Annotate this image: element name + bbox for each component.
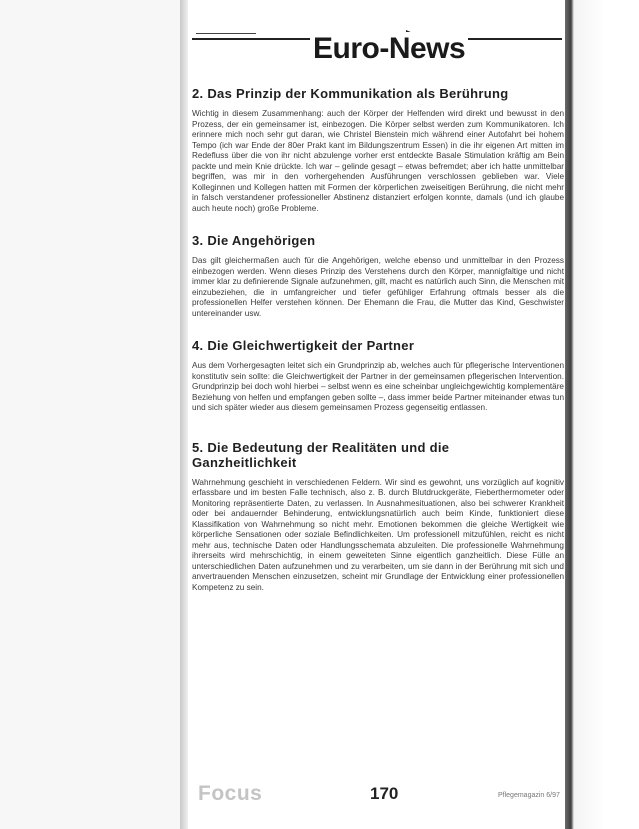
magazine-title: Euro-News	[310, 32, 468, 66]
next-page-edge	[565, 0, 639, 829]
article-section	[192, 233, 564, 319]
section-body: Das gilt gleichermaßen auch für die Angehörigen, welche ebenso und unmittelbar in den Prozess einbezogen werden. Wenn dieses Prinzip des Verstehens durch den Körper, mannigfaltige und nicht immer klar zu definierende Signale aufzunehmen, gilt, macht es natürlich auch Sinn, die Menschen mit einzubeziehen, die in umfangreicher und tiefer gefühliger Erfahrung oftmals besser als die professionellen Helfer verstehen können. Der Ehemann die Frau, die Mutter das Kind, Geschwister untereinander usw.	[192, 256, 564, 318]
section-heading: 2. Das Prinzip der Kommunikation als Berührung	[192, 86, 509, 101]
section-heading: 3. Die Angehörigen	[192, 233, 316, 248]
article-section	[192, 338, 564, 414]
article-section	[192, 86, 564, 214]
article-content	[192, 86, 564, 611]
footer-issue-label: Pflegemagazin 6/97	[498, 792, 560, 799]
header-short-rule	[196, 33, 256, 34]
article-section	[192, 440, 564, 594]
left-page-margin	[0, 0, 183, 829]
section-heading: 5. Die Bedeutung der Realitäten und die Ganzheitlichkeit	[192, 439, 450, 470]
section-body: Wahrnehmung geschieht in verschiedenen Feldern. Wir sind es gewohnt, uns vorzüglich auf kognitiv erfassbare und im besten Falle technisch, also z. B. durch Blutdruckgeräte, Fieberthermometer oder Monitoring repräsentierte Daten, zu verlassen. In Ausnahmesituationen, also bei schwerer Krankheit oder bei andauernder Behinderung, entwicklungsnatürlich auch beim Kinde, funktioniert diese Klassifikation von Wahrnehmung so nicht mehr. Emotionen bekommen die gleiche Wertigkeit wie körperliche Sensationen oder soziale Befindlichkeiten. Um professionell mitzufühlen, reicht es nicht mehr aus, technische Daten oder Handlungsschemata abzuleiten. Die professionelle Wahrnehmung ihrerseits wird mehrschichtig, in einem geweiteten Sinne eigentlich ganzheitlich. Diese Fülle an unterschiedlichen Daten aufzunehmen und zu verarbeiten, um sie dann in der Berührung mit sich und anvertrauenden Menschen einzusetzen, scheint mir Grundlage der Entwicklung einer professionellen Kompetenz zu sein.	[192, 477, 564, 592]
section-body: Aus dem Vorhergesagten leitet sich ein Grundprinzip ab, welches auch für pflegerische Interventionen konstitutiv sein sollte: die Gleichwertigkeit der Partner in der gemeinsamen pflegerischen Intervention. Grundprinzip bei doch wohl hierbei – selbst wenn es eine scheinbar ungleichgewichtig komplementäre Beziehung von helfen und empfangen geben sollte –, dass immer beide Partner miteinander etwas tun und sich später wieder aus diesem gemeinsamen Prozess gegenseitig entlassen.	[192, 361, 564, 412]
magazine-page	[192, 0, 568, 829]
footer-brand: Focus	[198, 782, 263, 805]
page-number: 170	[370, 784, 399, 803]
section-body: Wichtig in diesem Zusammenhang: auch der Körper der Helfenden wird direkt und bewusst in den Prozess, der ein gemeinsamer ist, einbezogen. Die Körper selbst werden zum Kommunikatoren. Ich erinnere mich noch sehr gut daran, wie Christel Bienstein mich während einer Autofahrt bei hohem Tempo (ich war Ende der 80er Prakt kant im Bildungszentrum Essen) in die ihr eigenen Art mitten im Redefluss über die von ihr nicht abzulenge vorher erst entdeckte Basale Stimulation kräftig am Bein packte und mein Knie drückte. Ich war – gelinde gesagt – etwas befremdet; aber ich hatte unmittelbar begriffen, was mir in den vorhergehenden Ausführungen verschlossen geblieben war. Viele Kolleginnen und Kollegen hatten mit Formen der körperlichen zweiseitigen Berührung, die nicht mehr in falsch verstandener professioneller Abstinenz distanziert erfolgen konnte, damals (und ich glaube auch heute noch) große Probleme.	[192, 109, 564, 213]
page-footer	[192, 782, 564, 804]
section-heading: 4. Die Gleichwertigkeit der Partner	[192, 338, 415, 353]
book-spine-shadow	[180, 0, 188, 829]
